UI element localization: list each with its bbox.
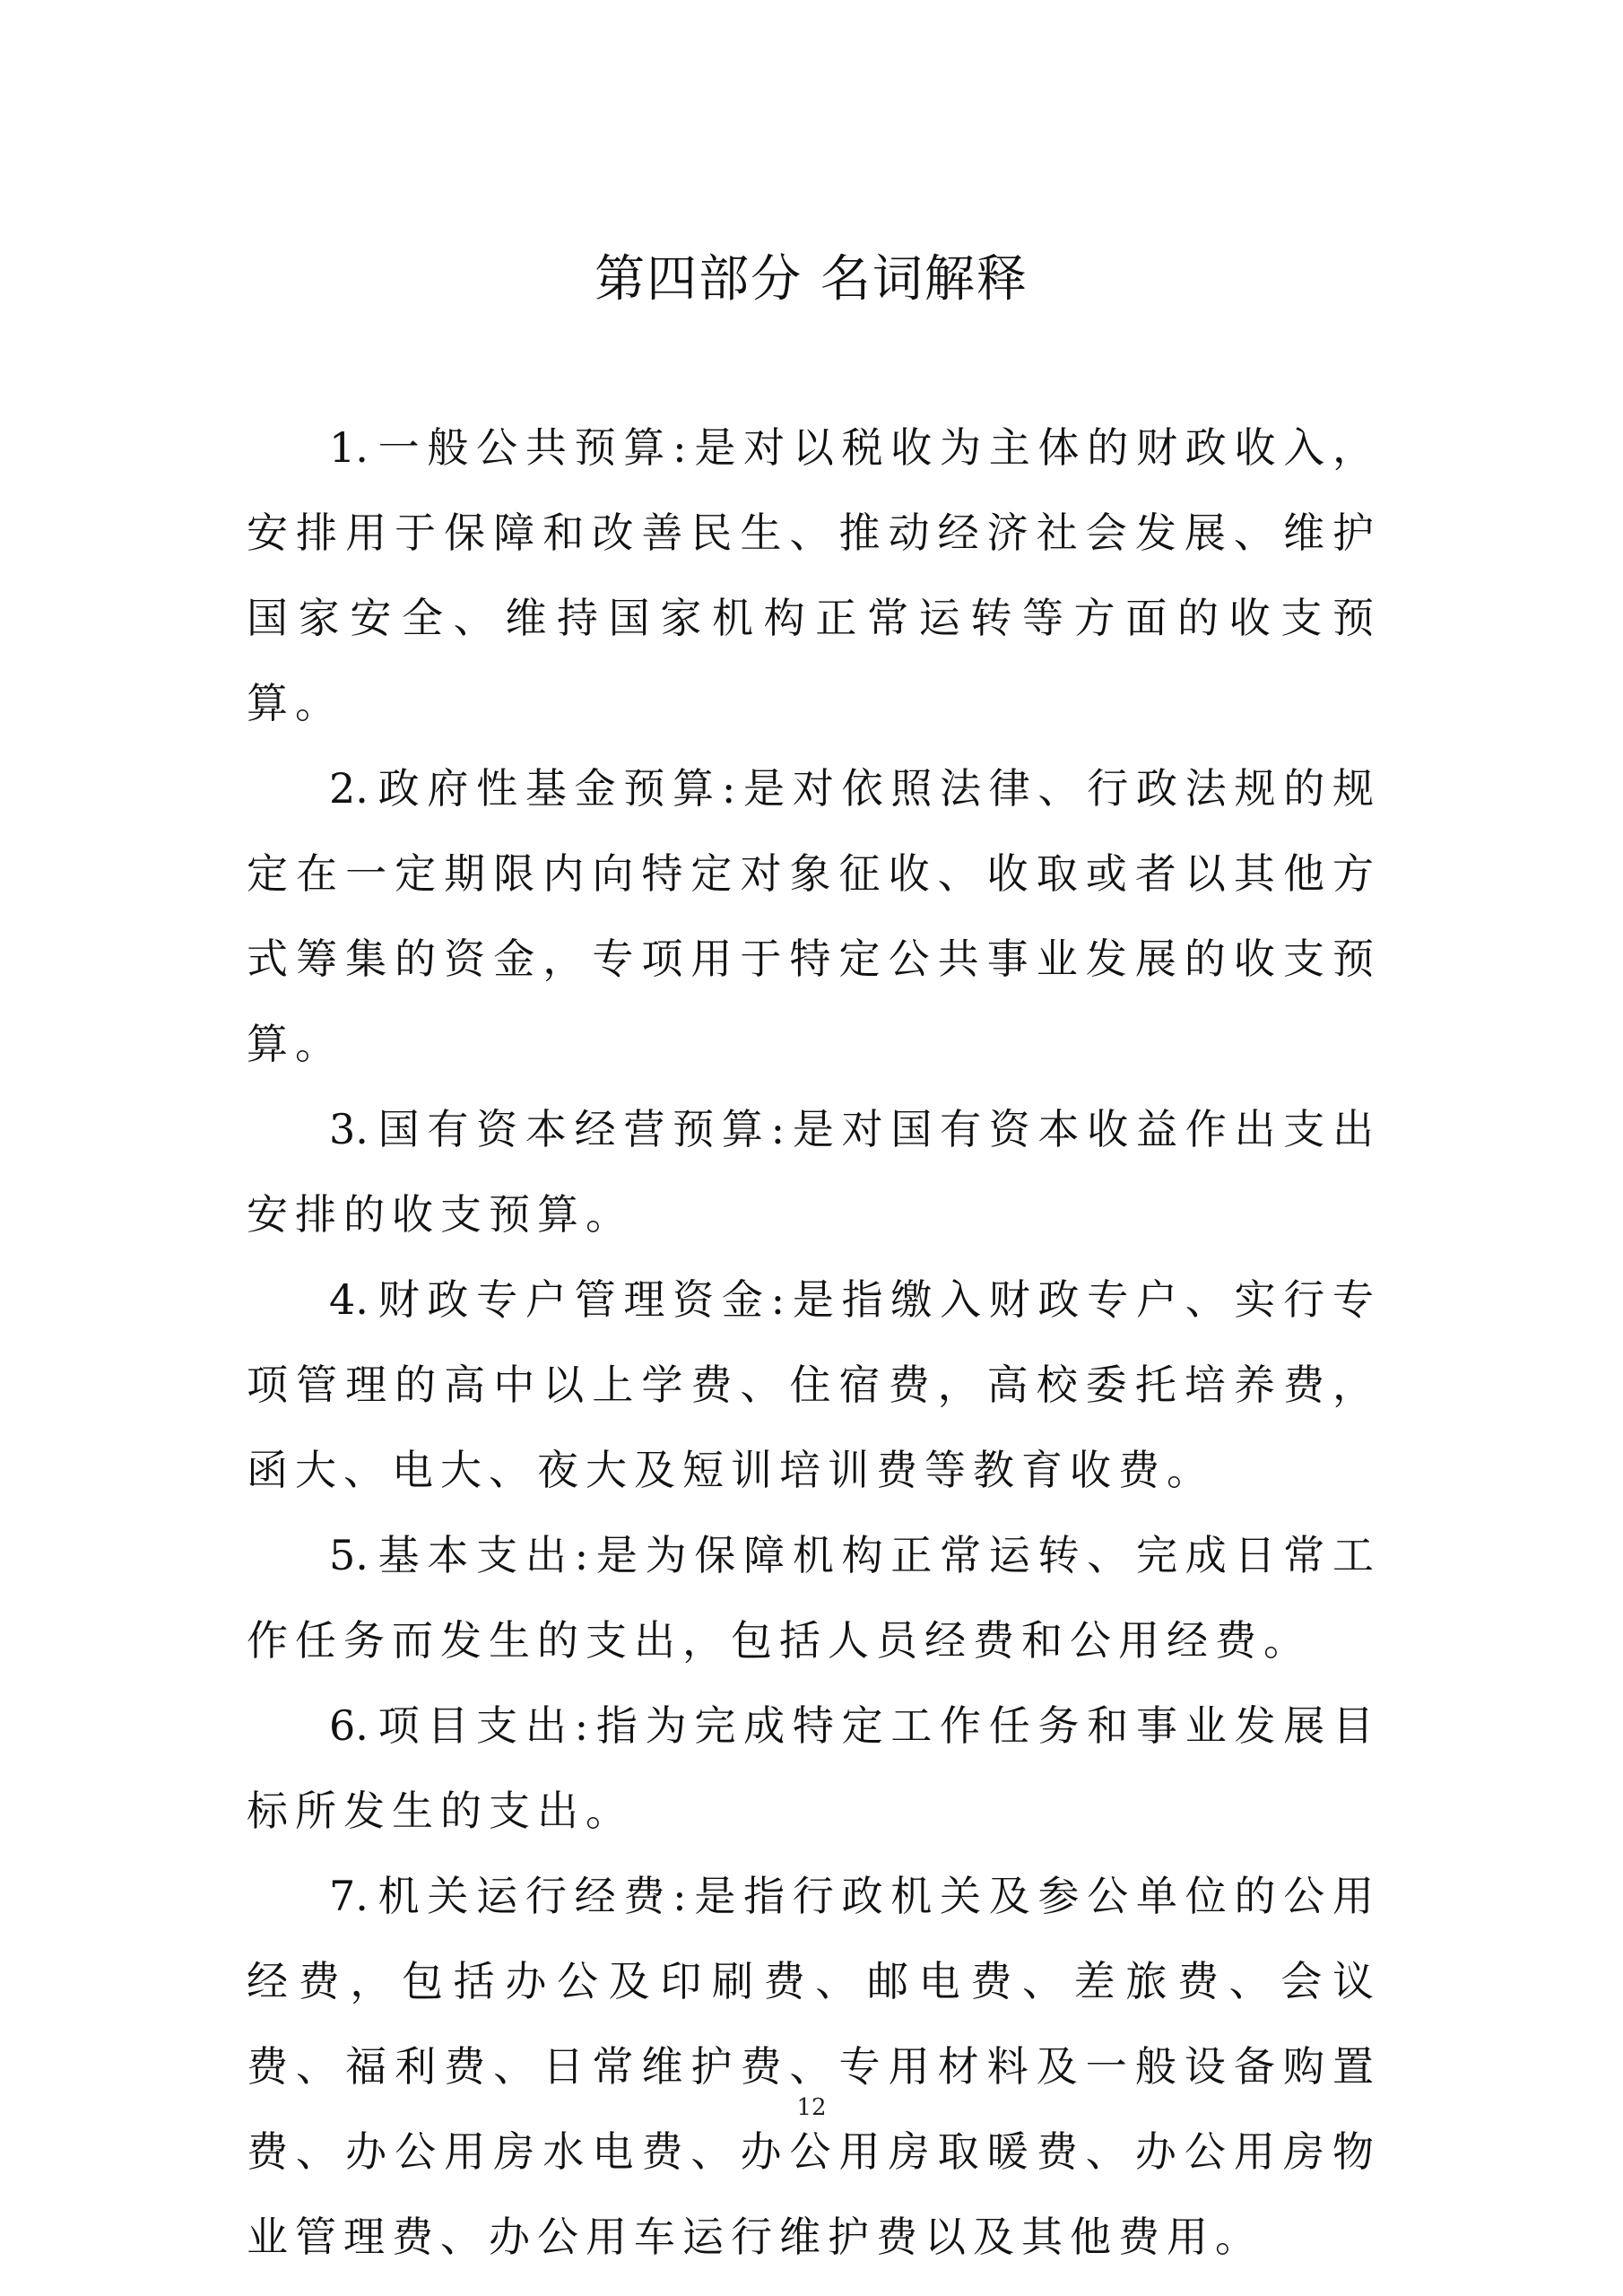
entry-term: 基本支出 [377, 1531, 575, 1579]
entry-number: 7. [329, 1872, 369, 1920]
entry-colon: : [721, 764, 743, 813]
page-number: 12 [796, 2094, 827, 2121]
entry-definition: 是对国有资本收益作出支出安排的收支预算。 [247, 1105, 1382, 1239]
entry-number: 4. [329, 1275, 369, 1324]
entry-definition: 是指缴入财政专户、实行专项管理的高中以上学费、住宿费，高校委托培养费，函大、电大、夜大及短训培训费等教育收费。 [247, 1275, 1382, 1494]
entry-colon: : [673, 423, 694, 472]
entry-term: 财政专户管理资金 [377, 1275, 771, 1324]
entry-term: 机关运行经费 [377, 1872, 673, 1920]
entry-definition: 是指行政机关及参公单位的公用经费，包括办公及印刷费、邮电费、差旅费、会议费、福利费、日常维护费、专用材料及一般设备购置费、办公用房水电费、办公用房取暖费、办公用房物业管理费、办公用车运行维护费以及其他费用。 [247, 1872, 1381, 2261]
entry-term: 项目支出 [377, 1701, 575, 1750]
entry-definition: 是为保障机构正常运转、完成日常工作任务而发生的支出，包括人员经费和公用经费。 [247, 1531, 1382, 1665]
glossary-entry [247, 1257, 1381, 1513]
entry-definition: 是对依照法律、行政法规的规定在一定期限内向特定对象征收、收取或者以其他方式筹集的资金，专项用于特定公共事业发展的收支预算。 [247, 764, 1382, 1068]
entry-colon: : [574, 1701, 596, 1750]
glossary-entry [247, 1513, 1381, 1683]
entry-term: 政府性基金预算 [377, 764, 722, 813]
glossary-entry [247, 405, 1381, 746]
entry-definition: 指为完成特定工作任务和事业发展目标所发生的支出。 [247, 1701, 1382, 1835]
glossary-body [247, 405, 1381, 2280]
page-title: 第四部分 名词解释 [595, 250, 1028, 309]
glossary-entry [247, 1854, 1381, 2280]
entry-definition: 是对以税收为主体的财政收入，安排用于保障和改善民生、推动经济社会发展、维护国家安全、维持国家机构正常运转等方面的收支预算。 [247, 423, 1381, 727]
entry-number: 5. [329, 1531, 369, 1579]
entry-term: 一般公共预算 [377, 423, 673, 472]
glossary-entry [247, 1683, 1381, 1854]
glossary-entry [247, 746, 1381, 1087]
entry-number: 1. [329, 423, 369, 472]
entry-colon: : [673, 1872, 694, 1920]
entry-colon: : [770, 1105, 793, 1153]
entry-colon: : [574, 1531, 596, 1579]
entry-number: 3. [329, 1105, 369, 1153]
entry-number: 6. [329, 1701, 369, 1750]
glossary-entry [247, 1087, 1381, 1257]
entry-number: 2. [329, 764, 369, 813]
entry-term: 国有资本经营预算 [377, 1105, 771, 1153]
entry-colon: : [770, 1275, 793, 1324]
